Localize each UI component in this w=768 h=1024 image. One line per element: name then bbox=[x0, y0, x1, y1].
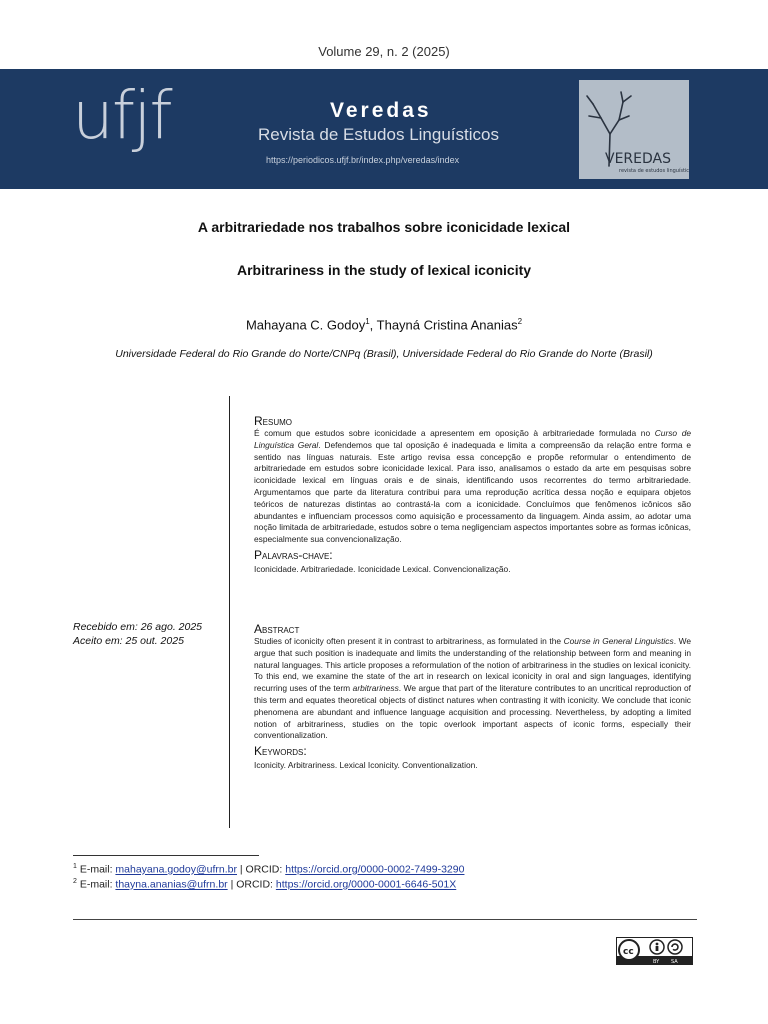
keywords-heading: Keywords: bbox=[254, 744, 307, 759]
abstract-text: Studies of iconicity often present it in contrast to arbitrariness, as formulated in the Course in General Linguistics. We argue that such position is inadequate and limits the understanding of the relationship between form and meaning in natural languages. This article proposes a reformulation of the notion of arbitrariness in the studies on lexical iconicity. To this end, we examine the state of the art in research on lexical iconicity in oral and sign languages, identifying recurring uses of the term arbitrariness. We argue that part of the literature contributes to an uncritical reproduction of this term and equates theoretical objects of distinct natures when contrasting it with iconicity. We conclude that iconic phenomena are abundant and influence language acquisition and processing. Nevertheless, by adopting a limited notion of arbitrariness, studies on the topic overlook important aspects of iconic forms, especially their conventionalization. bbox=[254, 636, 692, 741]
palavras-chave-text: Iconicidade. Arbitrariedade. Iconicidade Lexical. Convencionalização. bbox=[254, 563, 511, 574]
abstract-section bbox=[254, 622, 691, 772]
tree-icon bbox=[579, 80, 689, 179]
footnote-item: $^2$ E-mail: thayna.ananias@ufrn.br | ORCID: https://orcid.org/0000-0001-6646-501X bbox=[73, 878, 457, 891]
author-name: Mahayana C. Godoy bbox=[245, 317, 366, 333]
orcid-link[interactable]: https://orcid.org/0000-0002-7499-3290 bbox=[285, 863, 465, 876]
article-title-en: Arbitrariness in the study of lexical iconicity bbox=[236, 262, 532, 278]
journal-subtitle: Revista de Estudos Linguísticos bbox=[258, 125, 499, 144]
sa-text: SA bbox=[671, 959, 678, 964]
abstract-heading: Abstract bbox=[254, 622, 300, 636]
footnote-marker[interactable]: 2 bbox=[517, 317, 523, 326]
orcid-link[interactable]: https://orcid.org/0000-0001-6646-501X bbox=[275, 878, 457, 891]
cc-text: cc bbox=[623, 947, 634, 957]
by-text: BY bbox=[653, 959, 660, 964]
cover-subtitle: revista de estudos linguísticos bbox=[619, 168, 689, 174]
email-link[interactable]: thayna.ananias@ufrn.br bbox=[115, 878, 228, 891]
ufjf-logo: ufjf bbox=[72, 77, 171, 154]
journal-url[interactable]: https://periodicos.ufjf.br/index.php/veredas/index bbox=[266, 155, 460, 165]
email-link[interactable]: mahayana.godoy@ufrn.br bbox=[115, 863, 237, 876]
journal-name: Veredas bbox=[330, 99, 432, 122]
journal-cover-image bbox=[579, 80, 689, 179]
footnote-marker[interactable]: 1 bbox=[365, 317, 370, 326]
keywords-text: Iconicity. Arbitrariness. Lexical Iconicity. Conventionalization. bbox=[254, 760, 478, 771]
author-separator: , bbox=[369, 317, 377, 333]
vertical-divider bbox=[229, 396, 230, 828]
accepted-date: Aceito em: 25 out. 2025 bbox=[73, 635, 184, 647]
resumo-section bbox=[254, 414, 691, 576]
cc-license-badge[interactable] bbox=[616, 937, 693, 965]
submission-dates bbox=[73, 620, 202, 648]
footnote-number: 2 bbox=[73, 878, 77, 885]
journal-banner bbox=[0, 69, 768, 189]
author-name: Thayná Cristina Ananias bbox=[376, 317, 518, 333]
volume-info: Volume 29, n. 2 (2025) bbox=[318, 44, 450, 59]
resumo-heading: Resumo bbox=[254, 414, 293, 428]
cc-by-sa-icon bbox=[617, 938, 692, 964]
footnote-divider bbox=[73, 855, 259, 856]
cover-title: VEREDAS bbox=[605, 151, 671, 167]
affiliation: Universidade Federal do Rio Grande do Norte/CNPq (Brasil), Universidade Federal do Rio Grande do Norte (Brasil) bbox=[115, 348, 653, 360]
author-list bbox=[0, 317, 768, 332]
footnote-item: $^1$ E-mail: mahayana.godoy@ufrn.br | ORCID: https://orcid.org/0000-0002-7499-3290 bbox=[73, 863, 465, 876]
resumo-text: É comum que estudos sobre iconicidade a apresentem em oposição à arbitrariedade formulada no Curso de Linguística Geral. Defendemos que tal oposição é inadequada e limita a compreensão da relação entre forma e sentido nas línguas naturais. Este artigo revisa essa concepção e propõe reformular o entendimento de arbitrariedade em estudos sobre iconicidade lexical. Para isso, analisamos o estado da arte em pesquisas sobre iconicidade lexical em línguas orais e de sinais, identificando usos recorrentes do termo arbitrariedade. Argumentamos que parte da literatura contribui para uma reprodução acrítica dessa noção e equipara objetos teóricos de naturezas distintas ao contrastá-la com a iconicidade. Concluímos que fenômenos icônicos são abundantes e influenciam processos como aquisição e processamento da linguagem. Ainda assim, ao adotar uma noção limitada de arbitrariedade, estudos sobre o tema negligenciam aspectos importantes sobre as formas icônicas, especialmente sua convencionalização. bbox=[254, 428, 692, 545]
palavras-chave-heading: Palavras-chave: bbox=[254, 547, 333, 562]
footnote-number: 1 bbox=[73, 863, 77, 870]
page-divider bbox=[73, 919, 697, 920]
article-title-pt: A arbitrariedade nos trabalhos sobre iconicidade lexical bbox=[197, 219, 571, 235]
received-date: Recebido em: 26 ago. 2025 bbox=[73, 621, 203, 633]
